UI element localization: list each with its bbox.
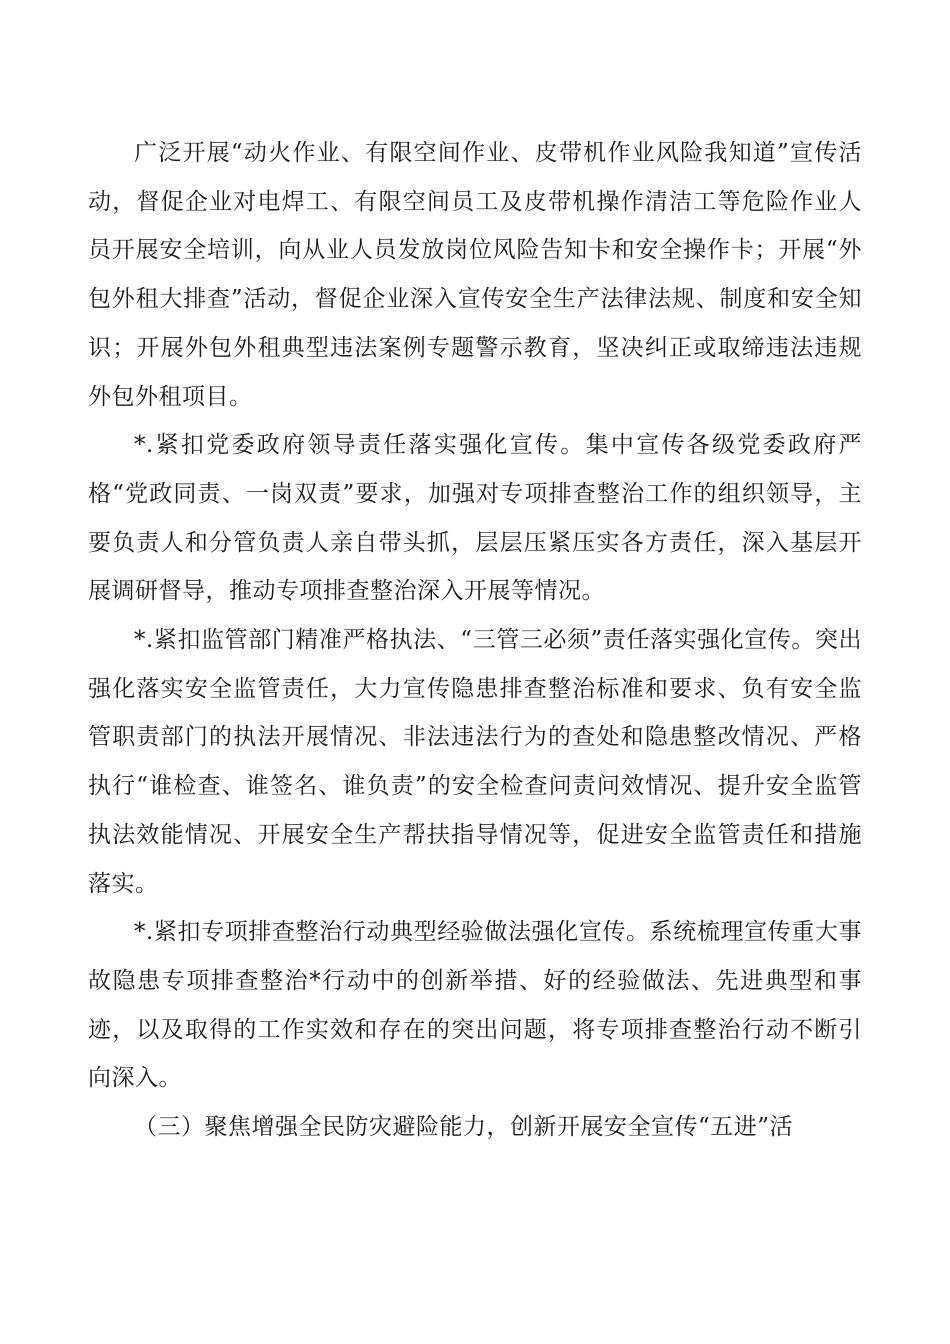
document-body [88,129,862,1152]
paragraph: 广泛开展“动火作业、有限空间作业、皮带机作业风险我知道”宣传活动，督促企业对电焊工、有限空间员工及皮带机操作清洁工等危险作业人员开展安全培训，向从业人员发放岗位风险告知卡和安全操作卡；开展“外包外租大排查”活动，督促企业深入宣传安全生产法律法规、制度和安全知识；开展外包外租典型违法案例专题警示教育，坚决纠正或取缔违法违规外包外租项目。 [88,140,862,410]
paragraph: *.紧扣党委政府领导责任落实强化宣传。集中宣传各级党委政府严格“党政同责、一岗双责”要求，加强对专项排查整治工作的组织领导，主要负责人和分管负责人亲自带头抓，层层压紧压实各方责任，深入基层开展调研督导，推动专项排查整治深入开展等情况。 [88,432,862,605]
paragraph: *.紧扣监管部门精准严格执法、“三管三必须”责任落实强化宣传。突出强化落实安全监管责任，大力宣传隐患排查整治标准和要求、负有安全监管职责部门的执法开展情况、非法违法行为的查处和隐患整改情况、严格执行“谁检查、谁签名、谁负责”的安全检查问责问效情况、提升安全监管执法效能情况、开展安全生产帮扶指导情况等，促进安全监管责任和措施落实。 [88,627,862,897]
section-heading: （三）聚焦增强全民防灾避险能力，创新开展安全宣传“五进”活 [134,1114,794,1141]
paragraph: *.紧扣专项排查整治行动典型经验做法强化宣传。系统梳理宣传重大事故隐患专项排查整治*行动中的创新举措、好的经验做法、先进典型和事迹，以及取得的工作实效和存在的突出问题，将专项排查整治行动不断引向深入。 [88,919,862,1092]
